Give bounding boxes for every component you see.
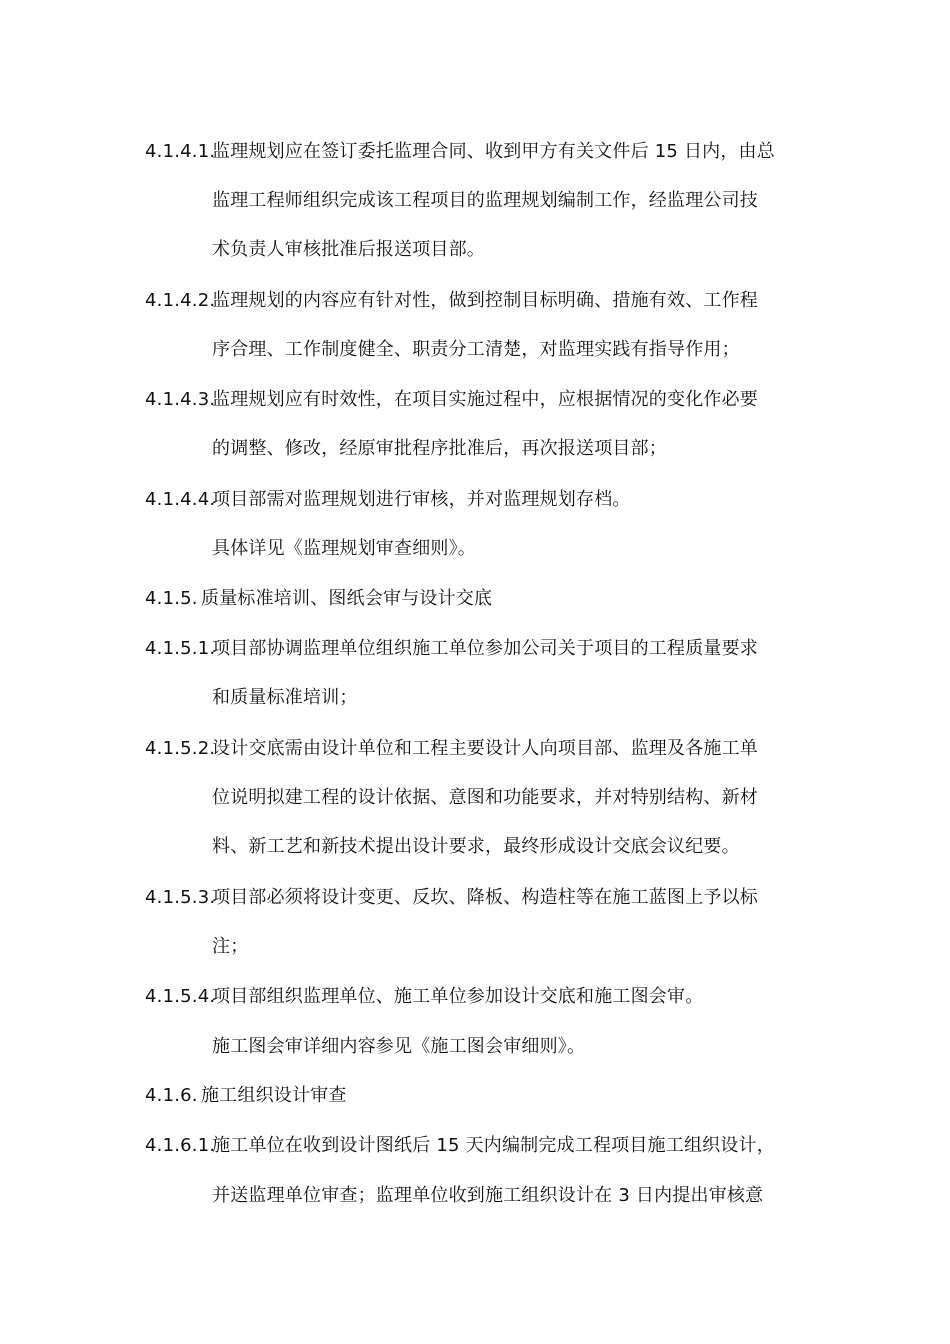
item-text: 监理工程师组织完成该工程项目的监理规划编制工作，经监理公司技 bbox=[212, 190, 758, 211]
item-number: 4.1.5.2. bbox=[145, 738, 216, 759]
item-text: 施工图会审详细内容参见《施工图会审细则》。 bbox=[212, 1036, 586, 1057]
item-number: 4.1.6.1. bbox=[145, 1135, 216, 1156]
item-text: 并送监理单位审查；监理单位收到施工组织设计在 3 日内提出审核意 bbox=[212, 1185, 764, 1206]
section-title: 施工组织设计审查 bbox=[201, 1085, 347, 1106]
item-number: 4.1.4.4. bbox=[145, 489, 216, 510]
item-text: 项目部需对监理规划进行审核，并对监理规划存档。 bbox=[212, 489, 631, 510]
item-text: 项目部必须将设计变更、反坎、降板、构造柱等在施工蓝图上予以标 bbox=[212, 887, 758, 908]
item-text: 注； bbox=[212, 936, 249, 957]
item-text: 和质量标准培训； bbox=[212, 687, 358, 708]
item-text: 监理规划应在签订委托监理合同、收到甲方有关文件后 15 日内，由总 bbox=[212, 141, 775, 162]
item-text: 监理规划应有时效性，在项目实施过程中，应根据情况的变化作必要 bbox=[212, 389, 758, 410]
item-text: 的调整、修改，经原审批程序批准后，再次报送项目部； bbox=[212, 438, 667, 459]
item-number: 4.1.4.3. bbox=[145, 389, 216, 410]
section-number: 4.1.6. bbox=[145, 1085, 198, 1106]
item-text: 术负责人审核批准后报送项目部。 bbox=[212, 239, 485, 260]
item-number: 4.1.4.1. bbox=[145, 141, 216, 162]
item-text: 料、新工艺和新技术提出设计要求，最终形成设计交底会议纪要。 bbox=[212, 836, 740, 857]
item-text: 设计交底需由设计单位和工程主要设计人向项目部、监理及各施工单 bbox=[212, 738, 758, 759]
section-number: 4.1.5. bbox=[145, 588, 198, 609]
item-number: 4.1.4.2. bbox=[145, 290, 216, 311]
item-text: 序合理、工作制度健全、职责分工清楚，对监理实践有指导作用； bbox=[212, 339, 740, 360]
item-text: 位说明拟建工程的设计依据、意图和功能要求，并对特别结构、新材 bbox=[212, 787, 758, 808]
item-number: 4.1.5.3. bbox=[145, 887, 216, 908]
item-text: 具体详见《监理规划审查细则》。 bbox=[212, 538, 476, 559]
item-text: 施工单位在收到设计图纸后 15 天内编制完成工程项目施工组织设计， bbox=[212, 1135, 775, 1156]
section-title: 质量标准培训、图纸会审与设计交底 bbox=[201, 588, 493, 609]
item-number: 4.1.5.1. bbox=[145, 638, 216, 659]
item-text: 项目部协调监理单位组织施工单位参加公司关于项目的工程质量要求 bbox=[212, 638, 758, 659]
item-text: 监理规划的内容应有针对性，做到控制目标明确、措施有效、工作程 bbox=[212, 290, 758, 311]
item-number: 4.1.5.4. bbox=[145, 986, 216, 1007]
item-text: 项目部组织监理单位、施工单位参加设计交底和施工图会审。 bbox=[212, 986, 704, 1007]
